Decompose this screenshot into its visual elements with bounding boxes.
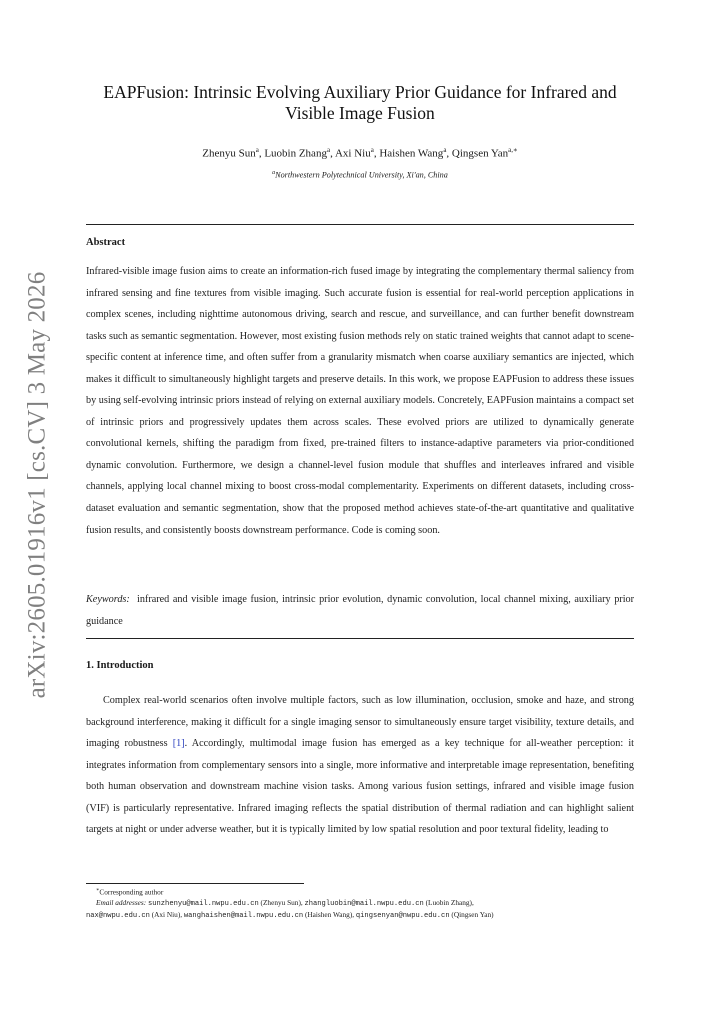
email-owner: (Haishen Wang), bbox=[304, 909, 355, 919]
author-name: Luobin Zhang bbox=[264, 147, 327, 160]
arxiv-id-text: arXiv:2605.01916v1 [cs.CV] 3 May 2026 bbox=[23, 271, 51, 699]
arxiv-identifier-stamp bbox=[12, 271, 62, 699]
email-address[interactable]: qingsenyan@nwpu.edu.cn bbox=[355, 911, 450, 920]
email-label: Email addresses: bbox=[96, 898, 147, 908]
email-address[interactable]: zhangluobin@mail.nwpu.edu.cn bbox=[304, 900, 424, 909]
corresponding-author-note: Corresponding author bbox=[99, 887, 164, 897]
abstract-heading: Abstract bbox=[86, 237, 126, 248]
keywords-label: Keywords: bbox=[86, 594, 130, 605]
email-owner: (Zhenyu Sun), bbox=[260, 898, 303, 908]
abstract-top-rule bbox=[86, 224, 634, 225]
author-name: Haishen Wang bbox=[379, 147, 444, 160]
author-name: Qingsen Yan bbox=[451, 147, 509, 160]
email-address[interactable]: wanghaishen@mail.nwpu.edu.cn bbox=[183, 911, 304, 920]
section-heading-introduction: 1. Introduction bbox=[86, 660, 154, 671]
email-address[interactable]: sunzhenyu@mail.nwpu.edu.cn bbox=[148, 900, 259, 909]
author-mark: a,∗ bbox=[508, 146, 518, 154]
email-owner: (Luobin Zhang), bbox=[425, 898, 474, 908]
affiliation-text: Northwestern Polytechnical University, Xi'an, China bbox=[275, 170, 448, 180]
footnote bbox=[86, 886, 634, 921]
author-mark: a bbox=[370, 146, 374, 154]
introduction-paragraph bbox=[86, 690, 634, 841]
keywords bbox=[86, 589, 634, 632]
author-name: Zhenyu Sun bbox=[202, 147, 256, 160]
author-mark: a bbox=[443, 146, 447, 154]
keywords-text: infrared and visible image fusion, intrinsic prior evolution, dynamic convolution, local channel mixing, auxiliary prior guidance bbox=[86, 594, 635, 627]
affiliation bbox=[86, 170, 634, 180]
email-owner: (Qingsen Yan) bbox=[451, 909, 494, 919]
footnote-mark: ∗ bbox=[96, 888, 100, 893]
intro-text-part-1: Complex real-world scenarios often involve multiple factors, such as low illumination, occlusion, smoke and haze, and strong background interference, making it difficult for a single imaging sensor to simultaneously ensure target visibility, texture details, and imaging robustness bbox=[86, 695, 634, 750]
intro-text-part-2: . Accordingly, multimodal image fusion has emerged as a key technique for all-weather perception: it integrates information from complementary sensors into a single, more informative and interpretable image representation, benefiting both human observation and downstream machine vision tasks. Among various fusion settings, infrared and visible image fusion (VIF) is particularly representative. Infrared imaging reflects the spatial distribution of thermal radiation and can highlight salient targets at night or under adverse weather, but it is typically limited by low spatial resolution and poor textural fidelity, leading to bbox=[86, 738, 634, 836]
author-name: Axi Niu bbox=[334, 147, 371, 160]
footnote-rule bbox=[86, 883, 304, 884]
abstract-bottom-rule bbox=[86, 638, 634, 639]
email-owner: (Axi Niu), bbox=[151, 909, 183, 919]
author-list: Zhenyu Sun$^a$, Luobin Zhang$^a$, Axi Niu$^a$, Haishen Wang$^a$, Qingsen Yan$^{a,∗}$ bbox=[202, 146, 518, 160]
author-mark: a bbox=[255, 146, 259, 154]
abstract-body: Infrared-visible image fusion aims to create an information-rich fused image by integrating the complementary thermal saliency from infrared sensing and fine textures from visible imaging. Such accurate fusion is essential for real-world perception applications in complex scenes, including nighttime autonomous driving, search and rescue, and surveillance, and can further benefit downstream tasks such as semantic segmentation. However, most existing fusion methods rely on static trained weights that cannot adapt to scene-specific content at inference time, and often suffer from a granularity mismatch when coarse auxiliary semantics are injected, which makes it difficult to simultaneously highlight targets and preserve details. In this work, we propose EAPFusion to address these issues by using self-evolving intrinsic priors instead of relying on external auxiliary models. Concretely, EAPFusion maintains a compact set of intrinsic priors and progressively updates them across scales. These evolved priors are utilized to dynamically generate convolutional kernels, shifting the paradigm from fixed, pre-trained filters to instance-adaptive parameters via prior-conditioned dynamic convolution. Furthermore, we design a channel-level fusion module that shuffles and interleaves infrared and visible channels, applying local channel mixing to boost cross-modal complementarity. Experiments on different datasets, including cross-dataset evaluation and semantic segmentation, show that the proposed method achieves state-of-the-art quantitative and qualitative fusion results, and consistently boosts downstream performance. Code is coming soon. bbox=[86, 266, 634, 536]
author-mark: a bbox=[326, 146, 331, 154]
paper-title: EAPFusion: Intrinsic Evolving Auxiliary Prior Guidance for Infrared and Visible Image Fusion bbox=[103, 82, 617, 123]
citation-link[interactable]: [1] bbox=[172, 738, 185, 750]
email-address[interactable]: nax@nwpu.edu.cn bbox=[86, 911, 150, 920]
affiliation-mark: a bbox=[272, 170, 276, 176]
